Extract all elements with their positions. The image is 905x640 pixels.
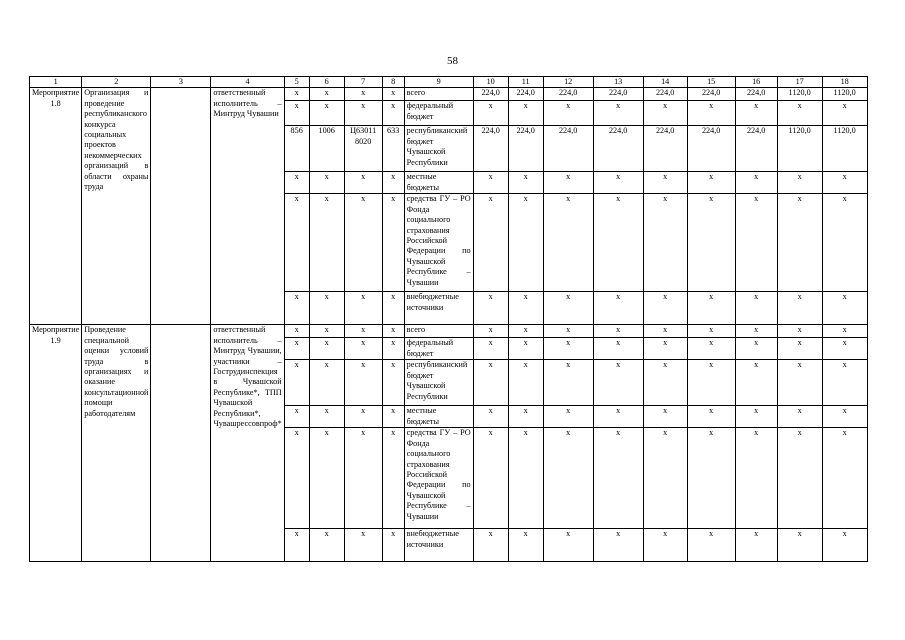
code-cell: x [382,101,404,126]
value-cell: x [643,325,687,338]
value-cell: x [593,338,643,360]
code-cell: x [309,172,344,194]
value-cell: x [508,172,543,194]
code-cell: x [284,88,309,101]
code-cell: x [309,88,344,101]
value-cell: x [508,194,543,292]
value-cell: x [593,325,643,338]
funding-source: всего [404,88,473,101]
value-cell: x [508,338,543,360]
measure-executor: ответственный исполнитель – Минтруд Чувашии, участники – Гострудинспекция в Чувашской Республике*, ТПП Чувашской Республики*, Чувашрессовпроф* [211,325,284,562]
value-cell: x [508,292,543,325]
code-cell: x [344,194,382,292]
value-cell: x [593,428,643,529]
code-cell: x [284,529,309,562]
code-cell: x [309,325,344,338]
value-cell: x [543,360,593,406]
header-cell: 14 [643,77,687,88]
value-cell: x [777,529,822,562]
value-cell: x [643,360,687,406]
value-cell: x [543,406,593,428]
code-cell: x [382,325,404,338]
value-cell: x [822,292,867,325]
value-cell: x [777,338,822,360]
code-cell: x [309,406,344,428]
header-cell: 12 [543,77,593,88]
value-cell: x [643,428,687,529]
value-cell: x [593,101,643,126]
value-cell: x [473,172,508,194]
header-cell: 1 [30,77,82,88]
code-cell: x [284,194,309,292]
code-cell: x [344,338,382,360]
code-cell: x [344,406,382,428]
value-cell: x [687,529,735,562]
code-cell: x [382,360,404,406]
value-cell: x [643,172,687,194]
header-cell: 2 [82,77,151,88]
code-cell: x [382,406,404,428]
value-cell: x [735,529,777,562]
value-cell: x [543,338,593,360]
table-row [30,325,868,338]
value-cell: x [687,428,735,529]
value-cell: 224,0 [508,126,543,172]
code-cell: x [284,172,309,194]
value-cell: x [687,338,735,360]
value-cell: x [687,325,735,338]
value-cell: x [473,292,508,325]
value-cell: x [777,360,822,406]
code-cell: x [309,194,344,292]
header-cell: 10 [473,77,508,88]
funding-source: республиканский бюджет Чувашской Республики [404,126,473,172]
value-cell: 224,0 [593,126,643,172]
funding-source: средства ГУ – РО Фонда социального страхования Российской Федерации по Чувашской Республике – Чувашии [404,428,473,529]
value-cell: 224,0 [473,126,508,172]
value-cell: x [687,292,735,325]
value-cell: 1120,0 [822,126,867,172]
header-cell: 13 [593,77,643,88]
header-cell: 5 [284,77,309,88]
value-cell: x [822,360,867,406]
value-cell: x [735,194,777,292]
header-cell: 18 [822,77,867,88]
value-cell: x [543,172,593,194]
value-cell: x [473,428,508,529]
value-cell: x [687,406,735,428]
value-cell: x [508,101,543,126]
value-cell: x [687,360,735,406]
funding-source: республиканский бюджет Чувашской Республики [404,360,473,406]
value-cell: x [508,325,543,338]
code-cell: x [309,101,344,126]
code-cell: 633 [382,126,404,172]
code-cell: 856 [284,126,309,172]
code-cell: x [382,338,404,360]
code-cell: x [309,360,344,406]
value-cell: x [777,325,822,338]
value-cell: x [735,292,777,325]
value-cell: x [777,194,822,292]
value-cell: x [508,428,543,529]
value-cell: x [643,292,687,325]
header-cell: 9 [404,77,473,88]
measure-name: Организация и проведение республиканского конкурса социальных проектов некоммерческих организаций в области охраны труда [82,88,151,325]
code-cell: x [284,406,309,428]
value-cell: x [473,101,508,126]
value-cell: 224,0 [593,88,643,101]
value-cell: x [543,292,593,325]
value-cell: x [473,529,508,562]
value-cell: x [508,406,543,428]
value-cell: x [643,529,687,562]
funding-source: внебюджетные источники [404,292,473,325]
value-cell: x [822,529,867,562]
header-cell: 6 [309,77,344,88]
header-cell: 15 [687,77,735,88]
code-cell: x [344,360,382,406]
value-cell: x [735,338,777,360]
value-cell: 224,0 [508,88,543,101]
measure-name: Проведение специальной оценки условий труда в организациях и оказание консультационной помощи работодателям [82,325,151,562]
value-cell: x [777,172,822,194]
measure-col3 [151,325,211,562]
header-cell: 11 [508,77,543,88]
value-cell: x [687,101,735,126]
value-cell: x [593,406,643,428]
value-cell: x [777,406,822,428]
value-cell: x [593,172,643,194]
value-cell: x [822,101,867,126]
value-cell: x [687,194,735,292]
value-cell: x [735,428,777,529]
value-cell: 224,0 [473,88,508,101]
value-cell: x [822,172,867,194]
value-cell: x [822,325,867,338]
code-cell: x [344,88,382,101]
header-cell: 8 [382,77,404,88]
value-cell: x [473,194,508,292]
value-cell: 224,0 [643,88,687,101]
value-cell: x [822,428,867,529]
value-cell: 1120,0 [777,88,822,101]
funding-source: средства ГУ – РО Фонда социального страхования Российской Федерации по Чувашской Республике – Чувашии [404,194,473,292]
value-cell: 1120,0 [777,126,822,172]
value-cell: x [593,360,643,406]
code-cell: x [284,292,309,325]
code-cell: x [382,194,404,292]
code-cell: x [344,428,382,529]
code-cell: x [382,292,404,325]
code-cell: x [344,172,382,194]
value-cell: 224,0 [687,126,735,172]
value-cell: x [735,360,777,406]
code-cell: x [284,428,309,529]
value-cell: x [593,194,643,292]
value-cell: x [643,338,687,360]
code-cell: x [344,325,382,338]
code-cell: x [284,338,309,360]
value-cell: x [473,406,508,428]
code-cell: x [382,529,404,562]
value-cell: x [543,194,593,292]
header-cell: 17 [777,77,822,88]
code-cell: x [284,360,309,406]
value-cell: x [593,292,643,325]
value-cell: 224,0 [543,88,593,101]
value-cell: x [643,101,687,126]
header-cell: 7 [344,77,382,88]
code-cell: Ц63011 8020 [344,126,382,172]
table-row [30,88,868,101]
value-cell: x [543,428,593,529]
value-cell: x [643,406,687,428]
value-cell: x [735,172,777,194]
value-cell: x [687,172,735,194]
value-cell: 224,0 [543,126,593,172]
value-cell: x [643,194,687,292]
value-cell: 1120,0 [822,88,867,101]
value-cell: x [508,529,543,562]
value-cell: x [777,101,822,126]
code-cell: x [382,172,404,194]
measure-code: Мероприятие 1.9 [30,325,82,562]
value-cell: x [543,529,593,562]
value-cell: x [822,338,867,360]
budget-table [29,76,868,562]
header-cell: 16 [735,77,777,88]
code-cell: x [344,292,382,325]
code-cell: x [309,292,344,325]
value-cell: x [473,360,508,406]
measure-executor: ответственный исполнитель – Минтруд Чувашии [211,88,284,325]
funding-source: всего [404,325,473,338]
code-cell: x [309,338,344,360]
value-cell: x [473,325,508,338]
code-cell: x [344,529,382,562]
code-cell: x [309,529,344,562]
value-cell: x [543,325,593,338]
value-cell: x [508,360,543,406]
header-cell: 3 [151,77,211,88]
value-cell: 224,0 [735,126,777,172]
measure-code: Мероприятие 1.8 [30,88,82,325]
code-cell: x [382,88,404,101]
value-cell: x [593,529,643,562]
value-cell: x [735,325,777,338]
header-cell: 4 [211,77,284,88]
value-cell: 224,0 [643,126,687,172]
value-cell: x [777,292,822,325]
value-cell: 224,0 [735,88,777,101]
header-row [30,77,868,88]
value-cell: x [735,101,777,126]
code-cell: x [309,428,344,529]
code-cell: 1006 [309,126,344,172]
code-cell: x [284,101,309,126]
value-cell: 224,0 [687,88,735,101]
value-cell: x [822,406,867,428]
value-cell: x [473,338,508,360]
value-cell: x [822,194,867,292]
funding-source: федеральный бюджет [404,101,473,126]
funding-source: местные бюджеты [404,172,473,194]
value-cell: x [735,406,777,428]
value-cell: x [543,101,593,126]
value-cell: x [777,428,822,529]
code-cell: x [284,325,309,338]
measure-col3 [151,88,211,325]
funding-source: внебюджетные источники [404,529,473,562]
funding-source: федеральный бюджет [404,338,473,360]
code-cell: x [344,101,382,126]
funding-source: местные бюджеты [404,406,473,428]
page-number: 58 [447,55,458,67]
code-cell: x [382,428,404,529]
